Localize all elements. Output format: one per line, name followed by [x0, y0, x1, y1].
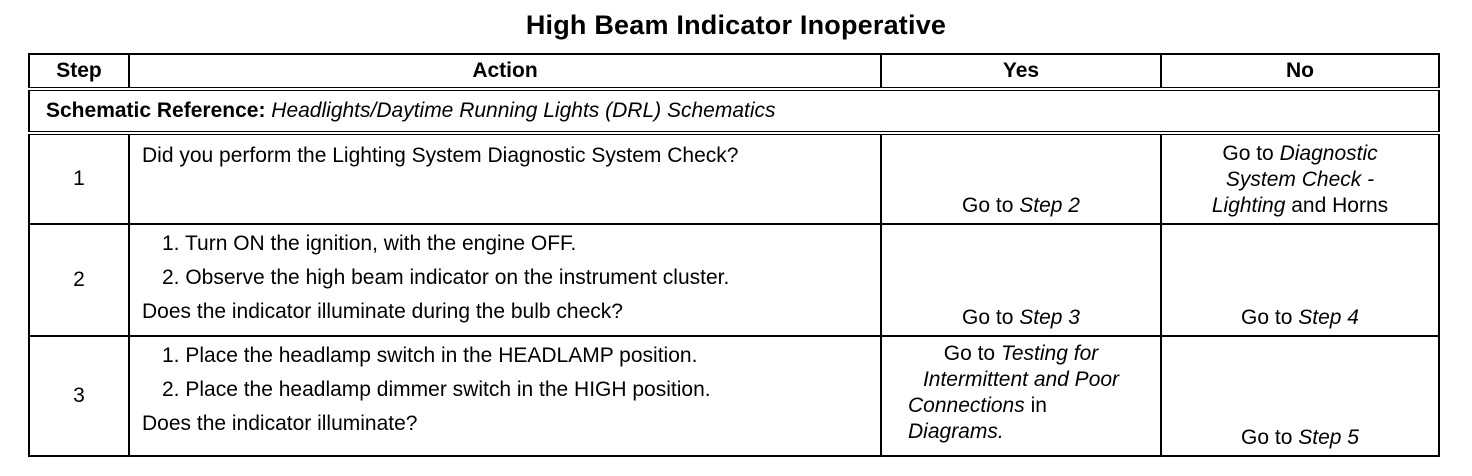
step-number: 3 — [29, 336, 129, 456]
no-cell — [1161, 133, 1439, 224]
yes-prefix: Go to — [962, 194, 1014, 217]
column-header-no: No — [1161, 54, 1439, 89]
yes-link-line4[interactable]: Diagrams. — [908, 420, 1004, 443]
no-prefix: Go to — [1241, 306, 1293, 329]
schematic-reference-link[interactable]: Headlights/Daytime Running Lights (DRL) Schematics — [271, 99, 776, 122]
no-suffix: and Horns — [1291, 194, 1389, 217]
no-link-line3[interactable]: Lighting — [1211, 194, 1286, 217]
yes-mid: in — [1030, 394, 1047, 417]
schematic-reference-label: Schematic Reference: — [46, 99, 266, 122]
schematic-reference-row — [29, 89, 1439, 133]
yes-cell — [881, 336, 1161, 456]
schematic-reference-cell — [29, 89, 1439, 133]
yes-link-line3[interactable]: Connections — [908, 394, 1025, 417]
no-cell — [1161, 224, 1439, 336]
table-row — [29, 133, 1439, 224]
column-header-action: Action — [129, 54, 881, 89]
column-header-yes: Yes — [881, 54, 1161, 89]
yes-cell — [881, 224, 1161, 336]
yes-cell — [881, 133, 1161, 224]
action-question: Does the indicator illuminate during the bulb check? — [142, 300, 623, 323]
yes-link-line2[interactable]: Intermittent and Poor — [922, 368, 1120, 391]
no-step-link[interactable]: Step 4 — [1298, 306, 1359, 329]
no-cell — [1161, 336, 1439, 456]
page-title: High Beam Indicator Inoperative — [525, 10, 947, 40]
diagnostic-table — [28, 53, 1440, 457]
action-substep: 1. Turn ON the ignition, with the engine OFF. — [162, 232, 577, 255]
table-header-row — [29, 54, 1439, 89]
no-prefix: Go to — [1241, 426, 1293, 449]
yes-step-link[interactable]: Step 2 — [1019, 194, 1080, 217]
action-substep: 2. Place the headlamp dimmer switch in the HIGH position. — [162, 378, 711, 401]
yes-prefix: Go to — [962, 306, 1014, 329]
action-question: Does the indicator illuminate? — [142, 412, 418, 435]
action-cell — [129, 224, 881, 336]
no-link-line1[interactable]: Diagnostic — [1279, 142, 1378, 165]
no-step-link[interactable]: Step 5 — [1298, 426, 1359, 449]
table-row — [29, 336, 1439, 456]
step-number: 2 — [29, 224, 129, 336]
action-substep: 2. Observe the high beam indicator on the instrument cluster. — [162, 266, 730, 289]
no-prefix: Go to — [1222, 142, 1274, 165]
action-question: Did you perform the Lighting System Diagnostic System Check? — [142, 144, 739, 167]
column-header-step: Step — [29, 54, 129, 89]
table-row — [29, 224, 1439, 336]
yes-prefix: Go to — [943, 342, 996, 365]
action-cell — [129, 133, 881, 224]
no-link-line2[interactable]: System Check - — [1225, 168, 1375, 191]
yes-step-link[interactable]: Step 3 — [1019, 306, 1080, 329]
action-substep: 1. Place the headlamp switch in the HEADLAMP position. — [162, 344, 698, 367]
yes-link-line1[interactable]: Testing for — [1000, 342, 1099, 365]
action-cell — [129, 336, 881, 456]
step-number: 1 — [29, 133, 129, 224]
